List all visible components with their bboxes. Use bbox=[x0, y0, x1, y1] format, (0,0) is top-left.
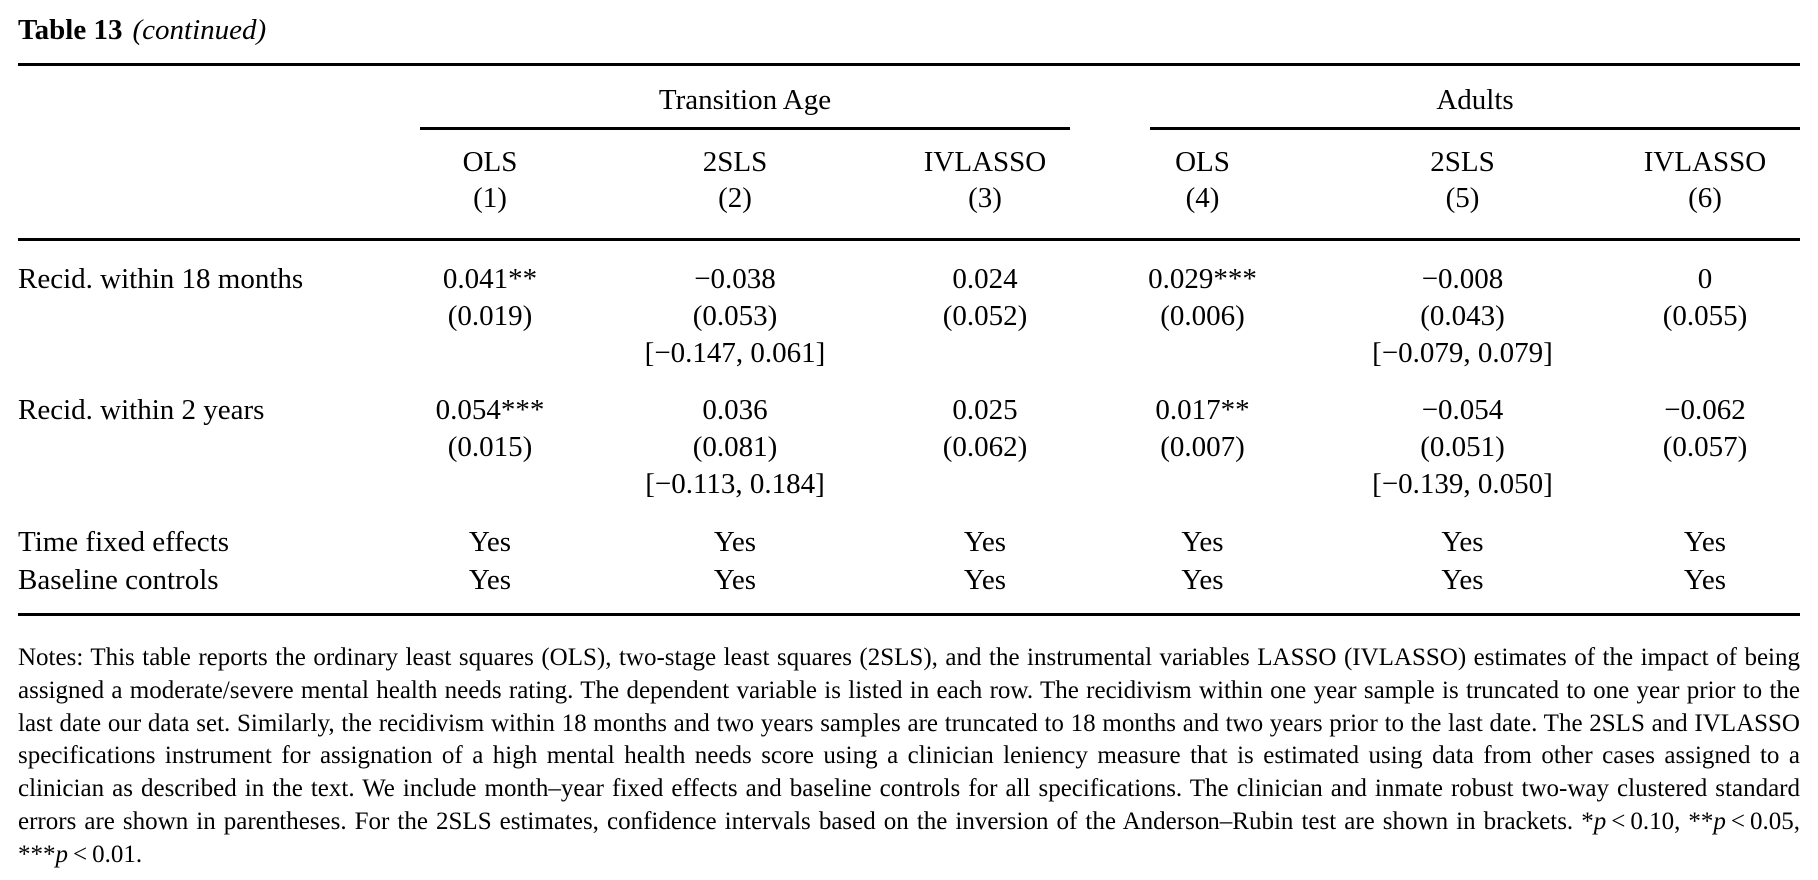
column-header-4 bbox=[1090, 144, 1315, 216]
standard-error-value: (0.015) bbox=[447, 431, 533, 463]
confidence-interval-value bbox=[880, 335, 1090, 372]
significance-stars-2: ** bbox=[1688, 807, 1714, 835]
column-number-1: (1) bbox=[473, 182, 507, 214]
bottom-rule bbox=[18, 613, 1800, 616]
estimate-value: −0.008 bbox=[1421, 263, 1504, 295]
standard-error-value: (0.006) bbox=[1160, 300, 1245, 332]
control-value: Yes bbox=[1441, 564, 1484, 596]
group-transition-age-spanner bbox=[420, 66, 1070, 130]
confidence-interval-value: [−0.079, 0.079] bbox=[1372, 337, 1553, 369]
controls-section bbox=[18, 523, 1800, 613]
confidence-interval-value bbox=[1610, 466, 1800, 503]
control-value: Yes bbox=[1441, 526, 1484, 558]
standard-error-value: (0.062) bbox=[942, 431, 1028, 463]
group-label-transition-age: Transition Age bbox=[658, 84, 832, 116]
significance-p-2: p bbox=[1713, 807, 1726, 835]
estimate-value: 0.024 bbox=[952, 263, 1018, 295]
standard-error-value: (0.057) bbox=[1662, 431, 1748, 463]
row-label: Time fixed effects bbox=[18, 526, 230, 558]
estimate-value: 0.017** bbox=[1155, 394, 1250, 426]
cell-r2c6 bbox=[1610, 392, 1800, 503]
control-value: Yes bbox=[1181, 564, 1224, 596]
confidence-interval-value bbox=[390, 466, 590, 503]
estimate-value: −0.054 bbox=[1421, 394, 1504, 426]
cell-r2c3 bbox=[880, 392, 1090, 503]
significance-note-2 bbox=[1688, 808, 1800, 835]
column-method-3: IVLASSO bbox=[923, 146, 1047, 178]
estimate-value: 0.029*** bbox=[1148, 263, 1257, 295]
column-header-row bbox=[18, 130, 1800, 238]
table-title bbox=[18, 0, 1800, 47]
row-label: Baseline controls bbox=[18, 564, 219, 596]
control-value: Yes bbox=[713, 564, 757, 596]
column-header-5 bbox=[1315, 144, 1610, 216]
row-label: Recid. within 18 months bbox=[18, 263, 304, 295]
column-method-5: 2SLS bbox=[1430, 146, 1495, 178]
column-method-4: OLS bbox=[1175, 146, 1230, 178]
group-adults bbox=[1090, 66, 1800, 130]
table-row bbox=[18, 561, 1800, 599]
estimate-value: 0.036 bbox=[702, 394, 768, 426]
standard-error-value: (0.019) bbox=[447, 300, 533, 332]
confidence-interval-value bbox=[390, 335, 590, 372]
confidence-interval-value bbox=[1090, 466, 1315, 503]
group-header-spacer bbox=[18, 66, 390, 130]
column-number-4: (4) bbox=[1185, 182, 1220, 214]
standard-error-value: (0.052) bbox=[942, 300, 1028, 332]
cell-r2c1 bbox=[390, 392, 590, 503]
column-header-3 bbox=[880, 144, 1090, 216]
group-transition-age bbox=[390, 66, 1090, 130]
table-body bbox=[18, 241, 1800, 613]
table-row bbox=[18, 523, 1800, 561]
column-method-1: OLS bbox=[462, 146, 518, 178]
group-label-adults: Adults bbox=[1436, 84, 1514, 116]
estimate-value: −0.062 bbox=[1664, 394, 1746, 426]
significance-threshold-3: < 0.01. bbox=[68, 840, 143, 868]
significance-threshold-1: < 0.10, bbox=[1606, 807, 1689, 835]
cell-r1c4 bbox=[1090, 261, 1315, 372]
control-value: Yes bbox=[1683, 564, 1727, 596]
control-value: Yes bbox=[468, 526, 512, 558]
column-number-2: (2) bbox=[718, 182, 752, 214]
significance-note-1 bbox=[1581, 808, 1688, 835]
cell-r2c2 bbox=[590, 392, 880, 503]
control-value: Yes bbox=[963, 526, 1007, 558]
cell-r1c2 bbox=[590, 261, 880, 372]
confidence-interval-value: [−0.147, 0.061] bbox=[644, 337, 826, 369]
significance-note-3 bbox=[18, 841, 142, 868]
notes-body-text: Notes: This table reports the ordinary least squares (OLS), two-stage least squares (2SLS), and the instrumental variables LASSO (IVLASSO) estimates of the impact of being assigned a moderate/severe mental health needs rating. The dependent variable is listed in each row. The recidivism within one year sample is truncated to one year prior to the last date our data set. Similarly, the recidivism within 18 months and two years samples are truncated to 18 months and two years prior to the last date. The 2SLS and IVLASSO specifications instrument for assignation of a high mental health needs score using a clinician leniency measure that is estimated using data from other cases assigned to a clinician as described in the text. We include month–year fixed effects and baseline controls for all specifications. The clinician and inmate robust two-way clustered standard errors are shown in parentheses. For the 2SLS estimates, confidence intervals based on the inversion of the Anderson–Rubin test are shown in brackets. bbox=[18, 644, 1800, 835]
table-continued-label: (continued) bbox=[132, 14, 267, 46]
control-value: Yes bbox=[1181, 526, 1224, 558]
column-header-2 bbox=[590, 144, 880, 216]
estimate-value: 0.041** bbox=[442, 263, 538, 295]
confidence-interval-value bbox=[1610, 335, 1800, 372]
standard-error-value: (0.007) bbox=[1160, 431, 1245, 463]
significance-stars-3: *** bbox=[18, 840, 56, 868]
standard-error-value: (0.043) bbox=[1420, 300, 1505, 332]
standard-error-value: (0.081) bbox=[692, 431, 778, 463]
column-number-5: (5) bbox=[1445, 182, 1480, 214]
control-value: Yes bbox=[1683, 526, 1727, 558]
cell-r1c3 bbox=[880, 261, 1090, 372]
control-value: Yes bbox=[963, 564, 1007, 596]
estimate-value: 0.054*** bbox=[435, 394, 545, 426]
significance-threshold-2: < 0.05, bbox=[1725, 807, 1801, 835]
control-value: Yes bbox=[468, 564, 512, 596]
cell-r2c5 bbox=[1315, 392, 1610, 503]
confidence-interval-value: [−0.113, 0.184] bbox=[645, 468, 825, 500]
control-value: Yes bbox=[713, 526, 757, 558]
column-method-2: 2SLS bbox=[702, 146, 768, 178]
row-label: Recid. within 2 years bbox=[18, 394, 265, 426]
significance-p-3: p bbox=[55, 840, 68, 868]
confidence-interval-value bbox=[1090, 335, 1315, 372]
column-number-3: (3) bbox=[968, 182, 1002, 214]
standard-error-value: (0.051) bbox=[1420, 431, 1505, 463]
significance-stars-1: * bbox=[1581, 807, 1594, 835]
group-adults-spanner bbox=[1150, 66, 1800, 130]
table-row bbox=[18, 392, 1800, 503]
cell-r2c4 bbox=[1090, 392, 1315, 503]
column-header-spacer bbox=[18, 144, 390, 216]
cell-r1c5 bbox=[1315, 261, 1610, 372]
group-header-row bbox=[18, 66, 1800, 130]
estimate-value: −0.038 bbox=[694, 263, 776, 295]
cell-r1c1 bbox=[390, 261, 590, 372]
cell-r1c6 bbox=[1610, 261, 1800, 372]
table-row bbox=[18, 261, 1800, 372]
column-method-6: IVLASSO bbox=[1643, 146, 1767, 178]
standard-error-value: (0.055) bbox=[1662, 300, 1748, 332]
estimate-value: 0 bbox=[1697, 263, 1713, 295]
confidence-interval-value: [−0.139, 0.050] bbox=[1372, 468, 1553, 500]
standard-error-value: (0.053) bbox=[692, 300, 778, 332]
table-number-label: Table 13 bbox=[18, 14, 123, 46]
column-header-6 bbox=[1610, 144, 1800, 216]
confidence-interval-value bbox=[880, 466, 1090, 503]
estimate-value: 0.025 bbox=[952, 394, 1018, 426]
significance-p-1: p bbox=[1593, 807, 1607, 835]
column-header-1 bbox=[390, 144, 590, 216]
notes-paragraph bbox=[18, 642, 1800, 872]
column-number-6: (6) bbox=[1688, 182, 1722, 214]
